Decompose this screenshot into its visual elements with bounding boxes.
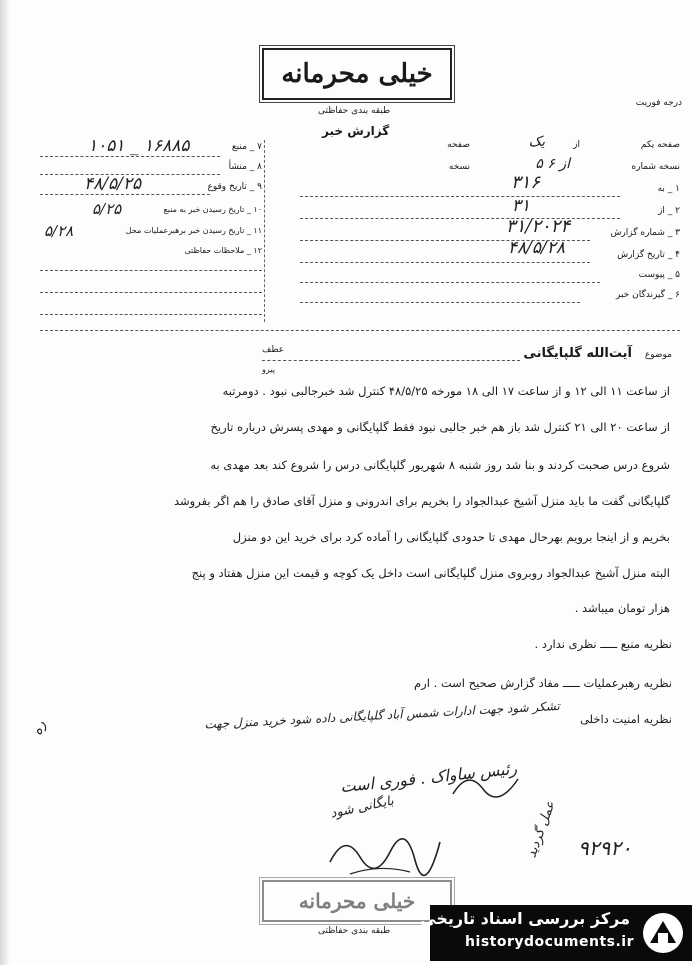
page-edge-shadow	[0, 0, 10, 965]
subject-label: موضوع	[644, 350, 672, 360]
signature-scribble	[320, 812, 450, 882]
assessment-internal-security-text: تشکر شود جهت ادارات شمس آباد گلپایگانی داده شود خرید منزل جهت	[204, 698, 561, 732]
assessment-source-text: نظری ندارد .	[534, 637, 597, 651]
classification-stamp-bottom: خیلی محرمانه	[262, 880, 452, 922]
body-line: البته منزل آشیخ عبدالجواد روبروی منزل گلپایگانی است داخل یک کوچه و قیمت این منزل هفتاد و پنج	[191, 566, 670, 580]
field-report-date-label: ۴ _ تاریخ گزارش	[617, 250, 680, 260]
field-source-label: ۷ _ منبع	[231, 142, 262, 152]
ref-label: عطف	[262, 345, 285, 355]
body-line: گلپایگانی گفت ما باید منزل آشیخ عبدالجواد را بخریم برای اندرونی و منزل آقای صادق را هم اگر بفروشد	[174, 494, 670, 508]
field-page-label: صفحه یکم	[640, 140, 680, 150]
field-report-number-value: ۳۱/۲۰۲۴	[505, 216, 570, 237]
field-security-notes-label: ۱۲ _ ملاحظات حفاظتی	[184, 246, 262, 255]
field-to-label: ۱ _ به	[657, 184, 680, 194]
body-line: هزار تومان میباشد .	[574, 601, 670, 615]
field-report-date-value: ۴۸/۵/۲۸	[507, 238, 565, 258]
field-to-value: ۳۱۶	[510, 172, 540, 193]
assessment-ops-text: مفاد گزارش صحیح است . ارم	[414, 676, 560, 690]
field-occurrence-date-label: ۹ _ تاریخ وقوع	[207, 182, 262, 192]
handwritten-note-archive: بایگانی شود	[329, 793, 396, 822]
watermark-title: مرکز بررسی اسناد تاریخی	[420, 909, 630, 928]
field-source-value: ۱۰۵۱ _ ۱۶۸۸۵	[88, 136, 190, 156]
classification-label-top: طبقه بندی حفاظتی	[318, 106, 391, 116]
handwritten-note-director: رئیس ساواک . فوری است	[339, 758, 518, 797]
field-copy-label: نسخه شماره	[631, 162, 680, 172]
assessment-ops-label: نظریه رهبرعملیات	[583, 676, 672, 690]
field-received-source-label: ۱۰ _ تاریخ رسیدن خبر به منبع	[163, 205, 262, 214]
assessment-internal-security-label: نظریه امنیت داخلی	[579, 712, 672, 726]
field-received-ops-label: ۱۱ _ تاریخ رسیدن خبر برهبرعملیات محل	[125, 226, 262, 235]
assessment-source-label: نظریه منبع	[620, 637, 672, 651]
field-origin-label: ۸ _ منشأ	[228, 162, 262, 172]
left-fields	[40, 136, 262, 322]
field-page-value: یک	[528, 134, 545, 150]
field-from-label: ۲ _ از	[658, 206, 680, 216]
right-fields	[290, 134, 680, 330]
body-line: شروع درس صحبت کردند و بنا شد روز شنبه ۸ شهریور گلپایگانی درس را شروع کند بعد مهدی به	[210, 458, 670, 472]
subject-value: آیت‌الله گلپایگانی	[523, 346, 632, 361]
field-copy-value: ۵ از ۶	[535, 156, 570, 172]
ref-sub-label: پیرو	[262, 365, 275, 374]
body-line: از ساعت ۲۰ الی ۲۱ کنترل شد باز هم خبر جالبی نبود فقط گلپایگانی و مهدی پسرش درباره تاریخ	[210, 420, 670, 434]
field-page-mid: از	[573, 140, 580, 150]
assessment-ops: نظریه رهبرعملیات ـــــ مفاد گزارش صحیح است . ارم	[414, 676, 672, 690]
field-report-number-label: ۳ _ شماره گزارش	[610, 228, 680, 238]
handwritten-archive-number: ۹۲۹۲۰	[578, 836, 632, 860]
signature-scribble	[448, 764, 528, 804]
archive-logo-icon	[640, 911, 686, 955]
watermark-logo	[420, 905, 692, 961]
field-occurrence-date-value: ۴۸/۵/۲۵	[84, 174, 142, 194]
classification-label-bottom: طبقه بندی حفاظتی	[318, 926, 391, 936]
body-line: بخریم و از اینجا برویم بهرحال مهدی تا حدودی گلپایگانی را آماده کرد برای خرید این دو منزل	[232, 530, 670, 544]
handwritten-note-done: عمل گردید	[524, 799, 559, 860]
field-received-source-value: ۵/۲۵	[92, 200, 122, 218]
urgency-label: درجه فوریت	[635, 98, 682, 108]
assessment-source: نظریه منبع ـــــ نظری ندارد .	[534, 637, 672, 651]
body-line: از ساعت ۱۱ الی ۱۲ و از ساعت ۱۷ الی ۱۸ مورخه ۴۸/۵/۲۵ کنترل شد خبرجالبی نبود . دومرتبه	[222, 384, 670, 398]
classification-stamp-top: خیلی محرمانه	[262, 48, 452, 100]
report-title: گزارش خبر	[322, 124, 390, 138]
field-attachment-label: ۵ _ پیوست	[638, 270, 680, 280]
field-received-ops-value: ۵/۲۸	[44, 222, 74, 240]
margin-note: ره	[29, 718, 49, 738]
field-recipients-label: ۶ _ گیرندگان خبر	[615, 290, 680, 300]
watermark-url: historydocuments.ir	[465, 934, 634, 950]
field-page-suffix: صفحه	[447, 140, 470, 150]
field-from-value: ۳۱	[511, 196, 530, 216]
field-copy-suffix: نسخه	[448, 162, 470, 172]
